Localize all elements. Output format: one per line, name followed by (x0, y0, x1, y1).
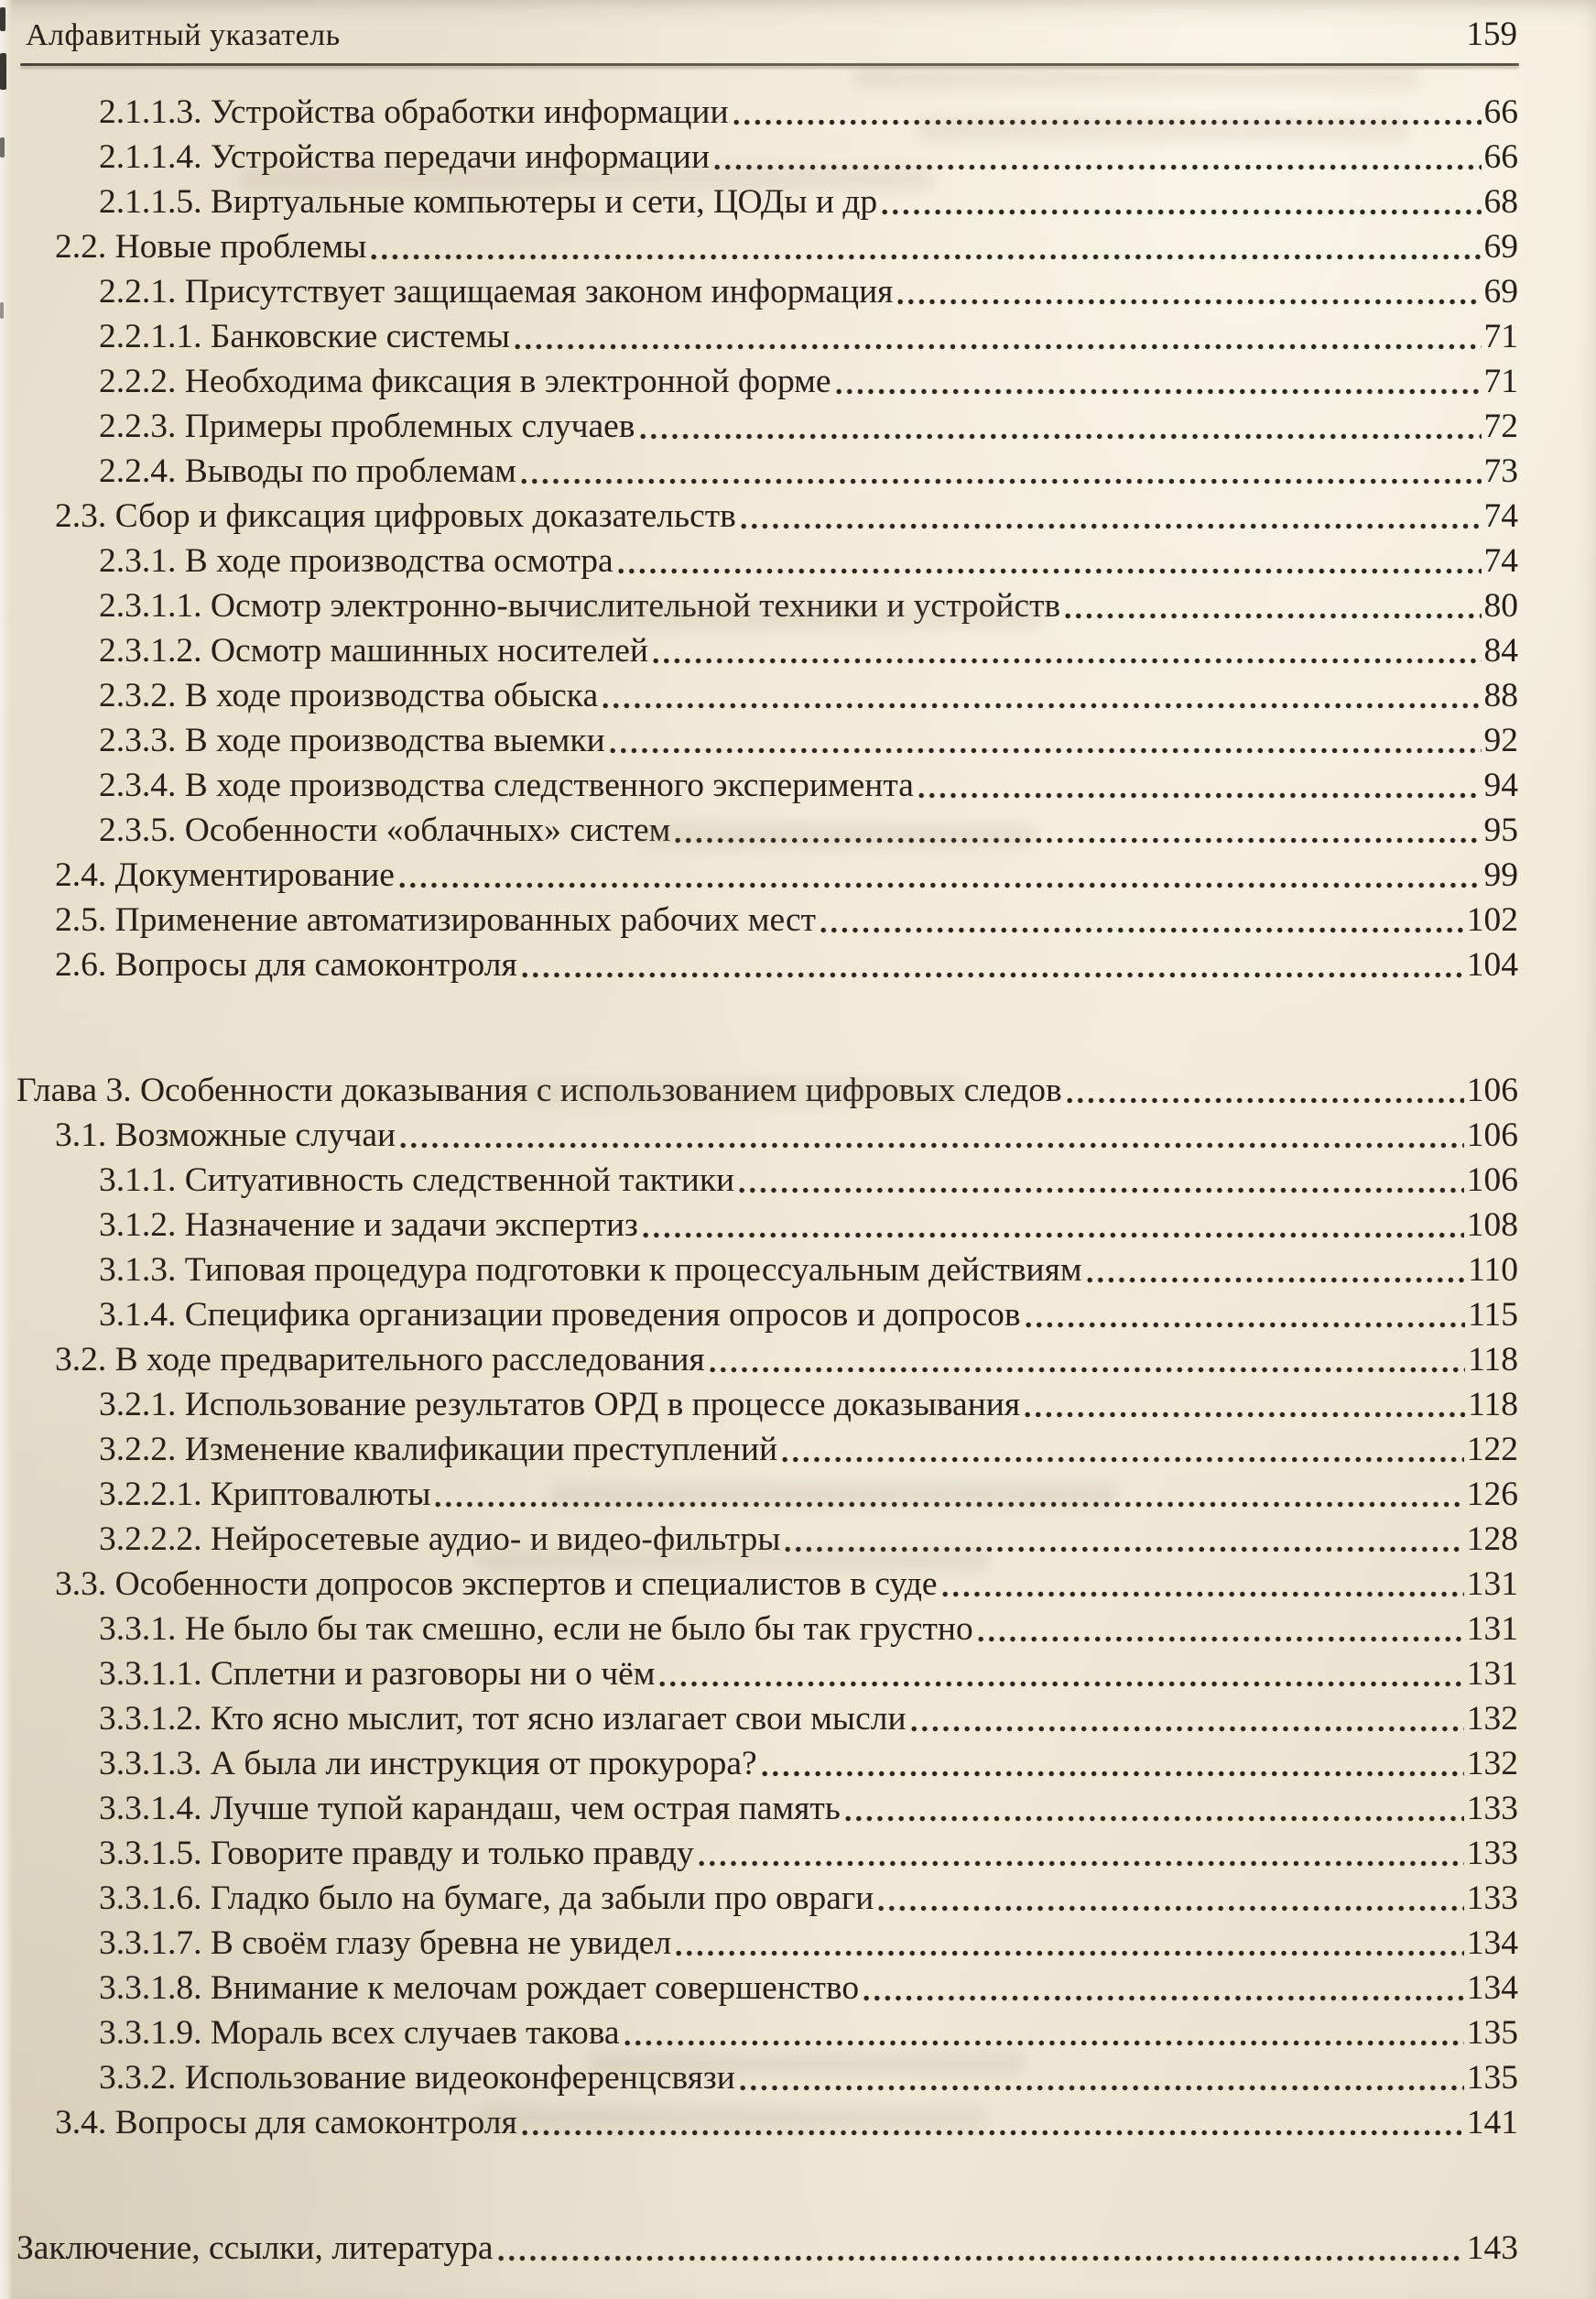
dot-leader (643, 1231, 1464, 1239)
dot-leader (1067, 1096, 1464, 1105)
toc-entry (99, 1786, 1518, 1831)
toc-entry-title: Глава 3. Особенности доказывания с использованием цифровых следов (16, 1072, 1062, 1109)
toc-entry-title: 3.3. Особенности допросов экспертов и специалистов в суде (55, 1565, 938, 1603)
toc-entry-title: 2.2. Новые проблемы (55, 228, 367, 266)
dot-leader (897, 298, 1481, 306)
page-edge-mark (0, 53, 6, 90)
toc-entry-page: 132 (1466, 1700, 1518, 1738)
toc-entry-title: 3.1.4. Специфика организации проведения опросов и допросов (99, 1296, 1021, 1334)
dot-leader (699, 1859, 1464, 1868)
toc-entry-page: 131 (1466, 1565, 1518, 1603)
toc-entry-title: 3.2.2. Изменение квалификации преступлений (99, 1431, 778, 1468)
toc-entry (99, 1158, 1518, 1203)
toc-entry-page: 118 (1468, 1341, 1518, 1378)
toc-entry (55, 224, 1518, 269)
toc-entry-page: 131 (1466, 1610, 1518, 1648)
toc-entry-title: 2.2.3. Примеры проблемных случаев (99, 408, 635, 445)
toc-entry-page: 133 (1466, 1835, 1518, 1872)
toc-entry-title: 3.2.2.1. Криптовалюты (99, 1476, 431, 1513)
toc-entry-page: 128 (1466, 1520, 1518, 1558)
toc-entry-title: 2.1.1.4. Устройства передачи информации (99, 138, 711, 176)
dot-leader (435, 1500, 1463, 1509)
dot-leader (762, 1770, 1464, 1778)
toc-entry (99, 449, 1518, 494)
toc-entry (99, 1607, 1518, 1651)
page-edge-mark (0, 302, 4, 319)
toc-entry-title: 3.3.1.7. В своём глазу бревна не увидел (99, 1924, 672, 1962)
toc-entry-title: 3.1.3. Типовая процедура подготовки к процессуальным действиям (99, 1251, 1082, 1289)
toc-entry-title: 2.5. Применение автоматизированных рабочих мест (55, 901, 817, 939)
dot-leader (522, 971, 1464, 979)
toc-entry (99, 2055, 1518, 2100)
toc-entry-title: 3.3.1.9. Мораль всех случаев такова (99, 2014, 620, 2052)
toc-entry-title: 3.1.2. Назначение и задачи экспертиз (99, 1206, 638, 1244)
toc-entry-title: 2.3.4. В ходе производства следственного эксперимента (99, 767, 914, 804)
dot-leader (659, 1680, 1463, 1688)
running-header: Алфавитный указатель (26, 18, 341, 52)
toc-entry-page: 95 (1483, 812, 1518, 849)
dot-leader (740, 2084, 1464, 2092)
toc-entry-page: 118 (1468, 1386, 1518, 1423)
toc-entry-page: 99 (1483, 856, 1518, 894)
toc-entry-title: 2.1.1.3. Устройства обработки информации (99, 93, 729, 131)
toc-entry-title: 2.2.4. Выводы по проблемам (99, 452, 516, 490)
toc-entry-title: 3.3.1. Не было бы так смешно, если не было бы так грустно (99, 1610, 973, 1648)
toc-entry-title: 2.2.2. Необходима фиксация в электронной форме (99, 363, 831, 400)
toc-entry-title: 2.3.2. В ходе производства обыска (99, 677, 599, 714)
toc-entry (99, 135, 1518, 180)
dot-leader (882, 208, 1481, 216)
toc-entry-page: 131 (1466, 1655, 1518, 1693)
toc-entry (55, 2100, 1518, 2145)
page-number: 159 (1466, 16, 1517, 53)
dot-leader (515, 343, 1482, 351)
toc-entry (99, 2010, 1518, 2055)
toc-entry (99, 1427, 1518, 1472)
toc-entry-page: 133 (1466, 1790, 1518, 1827)
toc-entry (55, 1562, 1518, 1607)
toc-entry (99, 1292, 1518, 1337)
dot-leader (610, 746, 1482, 755)
toc-entry (99, 1248, 1518, 1292)
toc-entry (16, 1068, 1518, 1113)
page-edge-mark (0, 7, 5, 31)
toc-entry-page: 92 (1483, 722, 1518, 759)
dot-leader (400, 1141, 1464, 1150)
dot-leader (371, 253, 1481, 261)
toc-entry-page: 135 (1466, 2059, 1518, 2097)
toc-entry-title: 3.3.2. Использование видеоконференцсвязи (99, 2059, 735, 2097)
toc-entry (99, 90, 1518, 135)
toc-entry-page: 110 (1468, 1251, 1518, 1289)
toc-entry-page: 74 (1483, 542, 1518, 580)
toc-entry (99, 539, 1518, 583)
toc-entry-page: 68 (1483, 183, 1518, 221)
dot-leader (918, 791, 1482, 800)
toc-entry-title: 3.3.1.1. Сплетни и разговоры ни о чём (99, 1655, 656, 1693)
toc-entry (99, 1966, 1518, 2010)
dot-leader (942, 1590, 1464, 1598)
toc-entry-page: 72 (1483, 408, 1518, 445)
toc-entry-title: 3.2.2.2. Нейросетевые аудио- и видео-фильтры (99, 1520, 781, 1558)
dot-leader (741, 522, 1482, 530)
toc-entry-page: 132 (1466, 1745, 1518, 1782)
toc-entry-title: Заключение, ссылки, литература (16, 2229, 494, 2267)
toc-entry-page: 135 (1466, 2014, 1518, 2052)
dot-leader (653, 657, 1482, 665)
page-header (0, 0, 1596, 54)
toc-entry (99, 673, 1518, 718)
toc-entry-title: 2.1.1.5. Виртуальные компьютеры и сети, ЦОДы и др (99, 183, 878, 221)
toc-entry-title: 2.3.1. В ходе производства осмотра (99, 542, 613, 580)
dot-leader (640, 432, 1482, 441)
toc-entry-title: 3.3.1.2. Кто ясно мыслит, тот ясно излагает свои мысли (99, 1700, 907, 1738)
toc-entry-page: 66 (1483, 138, 1518, 176)
toc-entry (55, 494, 1518, 539)
toc-entry-title: 2.3.3. В ходе производства выемки (99, 722, 605, 759)
toc-list (0, 66, 1596, 2271)
page-edge-mark (0, 137, 5, 158)
toc-entry-page: 126 (1466, 1476, 1518, 1513)
dot-leader (618, 567, 1482, 575)
dot-leader (739, 1186, 1464, 1194)
toc-entry (99, 359, 1518, 404)
toc-entry-title: 2.3. Сбор и фиксация цифровых доказательств (55, 497, 736, 535)
toc-entry-page: 106 (1466, 1117, 1518, 1154)
toc-entry-page: 134 (1466, 1924, 1518, 1962)
toc-entry (99, 763, 1518, 808)
toc-entry-title: 2.2.1.1. Банковские системы (99, 318, 510, 355)
toc-entry (99, 1517, 1518, 1562)
toc-entry-page: 134 (1466, 1969, 1518, 2007)
toc-entry (55, 942, 1518, 987)
dot-leader (399, 881, 1482, 889)
dot-leader (1025, 1411, 1465, 1419)
toc-entry-page: 84 (1483, 632, 1518, 670)
toc-entry (99, 314, 1518, 359)
dot-leader (782, 1455, 1464, 1464)
dot-leader (714, 163, 1481, 171)
toc-entry-page: 69 (1483, 228, 1518, 266)
toc-entry-page: 104 (1466, 946, 1518, 984)
dot-leader (1026, 1321, 1466, 1329)
toc-entry-page: 122 (1466, 1431, 1518, 1468)
toc-entry (99, 583, 1518, 628)
dot-leader (863, 1994, 1464, 2002)
dot-leader (624, 2039, 1464, 2047)
toc-entry-page: 106 (1466, 1161, 1518, 1199)
toc-entry (99, 1831, 1518, 1876)
toc-entry (99, 1876, 1518, 1921)
dot-leader (521, 477, 1482, 485)
toc-entry-page: 88 (1483, 677, 1518, 714)
dot-leader (836, 387, 1482, 396)
dot-leader (845, 1814, 1464, 1823)
toc-entry-page: 133 (1466, 1880, 1518, 1917)
toc-entry-title: 3.3.1.3. А была ли инструкция от прокурора? (99, 1745, 757, 1782)
toc-entry (55, 1113, 1518, 1158)
dot-leader (820, 926, 1464, 934)
toc-entry (99, 1203, 1518, 1248)
dot-leader (978, 1635, 1464, 1643)
toc-entry (99, 1921, 1518, 1966)
toc-entry-title: 2.4. Документирование (55, 856, 395, 894)
toc-entry-page: 80 (1483, 587, 1518, 625)
toc-entry-page: 94 (1483, 767, 1518, 804)
toc-entry-title: 2.6. Вопросы для самоконтроля (55, 946, 517, 984)
toc-entry-page: 74 (1483, 497, 1518, 535)
toc-entry-page: 108 (1466, 1206, 1518, 1244)
toc-entry (99, 404, 1518, 449)
toc-entry (55, 1337, 1518, 1382)
toc-entry (99, 1696, 1518, 1741)
toc-entry-page: 115 (1468, 1296, 1518, 1334)
toc-entry (99, 808, 1518, 853)
toc-entry-title: 3.4. Вопросы для самоконтроля (55, 2104, 517, 2141)
dot-leader (911, 1725, 1464, 1733)
toc-entry (55, 898, 1518, 942)
dot-leader (733, 118, 1482, 126)
dot-leader (1065, 612, 1481, 620)
dot-leader (676, 1949, 1464, 1957)
toc-entry-page: 66 (1483, 93, 1518, 131)
toc-entry (99, 1382, 1518, 1427)
toc-entry-title: 3.1.1. Ситуативность следственной тактики (99, 1161, 735, 1199)
page-edge (0, 0, 13, 2299)
toc-entry (99, 180, 1518, 224)
dot-leader (675, 836, 1481, 844)
toc-entry (99, 1651, 1518, 1696)
toc-entry-title: 3.3.1.5. Говорите правду и только правду (99, 1835, 694, 1872)
toc-entry-page: 141 (1466, 2104, 1518, 2141)
toc-entry (99, 269, 1518, 314)
dot-leader (785, 1545, 1463, 1553)
toc-entry-page: 71 (1483, 363, 1518, 400)
toc-entry (99, 628, 1518, 673)
dot-leader (710, 1366, 1465, 1374)
toc-entry-title: 3.3.1.6. Гладко было на бумаге, да забыли про овраги (99, 1880, 874, 1917)
toc-entry (16, 2226, 1518, 2271)
toc-entry-title: 2.3.1.1. Осмотр электронно-вычислительной техники и устройств (99, 587, 1061, 625)
dot-leader (498, 2254, 1464, 2262)
toc-entry (99, 718, 1518, 763)
toc-entry-page: 102 (1466, 901, 1518, 939)
dot-leader (878, 1904, 1463, 1912)
toc-entry-title: 3.2. В ходе предварительного расследования (55, 1341, 705, 1378)
toc-entry-page: 106 (1466, 1072, 1518, 1109)
toc-entry-page: 73 (1483, 452, 1518, 490)
toc-entry-title: 2.3.5. Особенности «облачных» систем (99, 812, 671, 849)
toc-entry-title: 3.2.1. Использование результатов ОРД в процессе доказывания (99, 1386, 1021, 1423)
toc-entry-page: 71 (1483, 318, 1518, 355)
toc-entry (55, 853, 1518, 898)
toc-entry-title: 3.3.1.4. Лучше тупой карандаш, чем острая память (99, 1790, 841, 1827)
toc-entry (99, 1741, 1518, 1786)
toc-entry-title: 2.2.1. Присутствует защищаемая законом информация (99, 273, 894, 311)
toc-entry-title: 3.1. Возможные случаи (55, 1117, 396, 1154)
toc-entry-page: 69 (1483, 273, 1518, 311)
toc-entry-page: 143 (1466, 2229, 1518, 2267)
dot-leader (522, 2129, 1464, 2137)
dot-leader (1087, 1276, 1466, 1284)
dot-leader (603, 702, 1481, 710)
toc-entry-title: 3.3.1.8. Внимание к мелочам рождает совершенство (99, 1969, 860, 2007)
toc-entry (99, 1472, 1518, 1517)
toc-entry-title: 2.3.1.2. Осмотр машинных носителей (99, 632, 648, 670)
